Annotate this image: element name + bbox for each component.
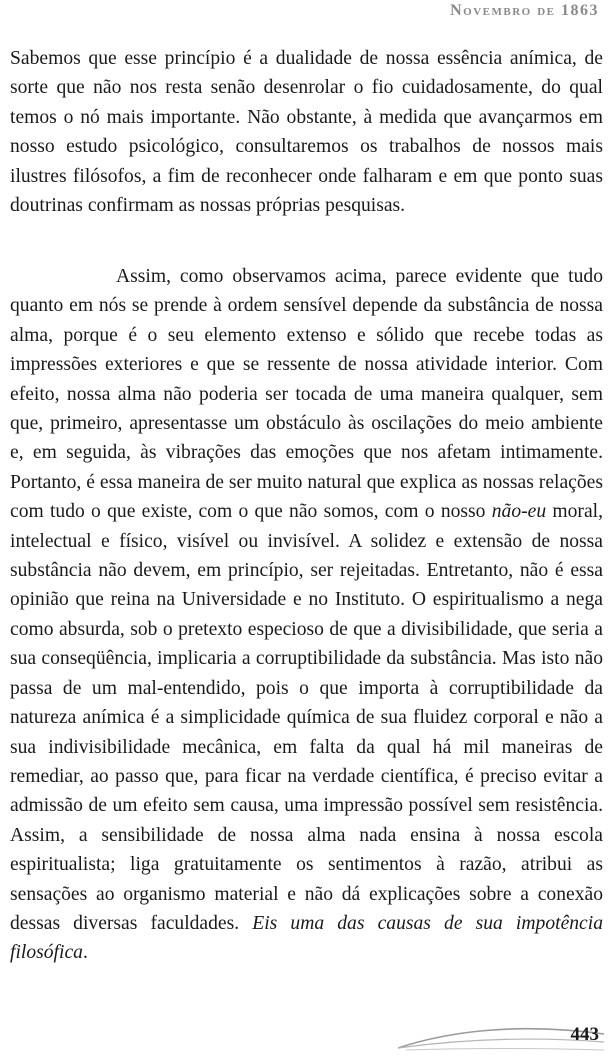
paragraph-2-italic-closing: Eis uma das causas de sua impotência filosófica bbox=[10, 912, 603, 964]
running-header: Novembro de 1863 bbox=[450, 2, 599, 19]
paragraph-2-part-b: moral, intelectual e físico, visível ou invisível. A solidez e extensão de nossa substância não devem, em princípio, ser rejeitadas. Entretanto, não é essa opinião que reina na Universidade e no Instituto. O espiritualismo a nega como absurda, sob o pretexto especioso de que a divisibilidade, que seria a sua conseqüência, implicaria a corruptibilidade da substância. Mas isto não passa de um mal-entendido, pois o que importa à corruptibilidade da natureza anímica é a simplicidade química de sua fluidez corporal e não a sua indivisibilidade mecânica, em falta da qual há mil maneiras de remediar, ao passo que, para ficar na verdade científica, é preciso evitar a admissão de um efeito sem causa, uma impressão possível sem resistência. Assim, a sensibilidade de nossa alma nada ensina à nossa escola espiritualista; liga gratuitamente os sentimentos à razão, atribui as sensações ao organismo material e não dá explicações sobre a conexão dessas diversas faculdades. bbox=[10, 501, 603, 934]
paragraph-1-text: Sabemos que esse princípio é a dualidade de nossa essência anímica, de sorte que não nos resta senão desenrolar o fio cuidadosamente, do qual temos o nó mais importante. Não obstante, à medida que avançarmos em nosso estudo psicológico, consultaremos os trabalhos de nossos mais ilustres filósofos, a fim de reconhecer onde falharam e em que ponto suas doutrinas confirmam as nossas próprias pesquisas. bbox=[10, 48, 603, 217]
paragraph-2-part-a: Assim, como observamos acima, parece evidente que tudo quanto em nós se prende à ordem sensível depende da substância de nossa alma, porque é o seu elemento extenso e sólido que recebe todas as impressões exteriores e que se ressente de nossa atividade interior. Com efeito, nossa alma não poderia ser tocada de uma maneira qualquer, sem que, primeiro, apresentasse um obstáculo às oscilações do meio ambiente e, em seguida, às vibrações das emoções que nos afetam intimamente. Portanto, é essa maneira de ser muito natural que explica as nossas relações com tudo o que existe, com o que não somos, com o nosso bbox=[10, 266, 603, 523]
paragraph-2-text bbox=[10, 262, 603, 968]
paragraph-2-end: . bbox=[82, 942, 88, 964]
paragraph-2-italic-term: não-eu bbox=[491, 501, 547, 523]
page-footer bbox=[0, 1010, 611, 1060]
page-number: 443 bbox=[570, 1024, 599, 1045]
paragraph-2 bbox=[10, 262, 603, 968]
paragraph-1 bbox=[10, 44, 603, 220]
